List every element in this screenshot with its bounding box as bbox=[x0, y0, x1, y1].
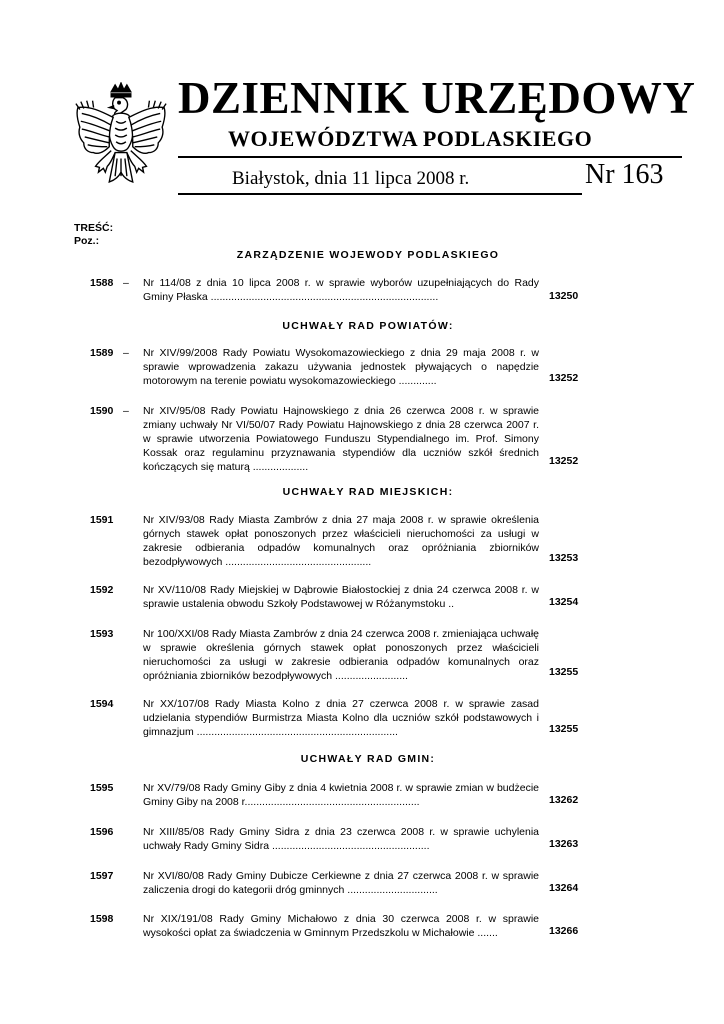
entry-number: 1596 bbox=[90, 826, 114, 838]
section-heading: ZARZĄDZENIE WOJEWODY PODLASKIEGO bbox=[236, 249, 500, 261]
entry-number: 1591 bbox=[90, 514, 114, 526]
toc-heading bbox=[74, 222, 113, 248]
entry-page: 13264 bbox=[549, 882, 579, 894]
entry-number: 1597 bbox=[90, 870, 114, 882]
entry-page: 13255 bbox=[549, 666, 579, 678]
entry-page: 13254 bbox=[549, 596, 579, 608]
entry-text: Nr 114/08 z dnia 10 lipca 2008 r. w sprawie wyborów uzupełniających do Rady Gminy Płaska .............................................................................. bbox=[143, 277, 539, 303]
entry-text: Nr XIX/191/08 Rady Gminy Michałowo z dnia 30 czerwca 2008 r. w sprawie wysokości opłat za świadczenia w Gminnym Przedszkolu w Michałowie ....... bbox=[143, 913, 539, 939]
section-heading: UCHWAŁY RAD GMIN: bbox=[300, 753, 436, 765]
entry-text: Nr XV/110/08 Rady Miejskiej w Dąbrowie Białostockiej z dnia 24 czerwca 2008 r. w sprawie ustalenia obwodu Szkoły Podstawowej w Różanymstoku .. bbox=[143, 584, 539, 610]
entry-page: 13263 bbox=[549, 838, 579, 850]
entry-text: Nr XIV/95/08 Rady Powiatu Hajnowskiego z dnia 26 czerwca 2008 r. w sprawie zmiany uchwały Nr VI/50/07 Rady Powiatu Hajnowskiego z dnia 28 czerwca 2007 r. w sprawie utworzenia Powiatowego Funduszu Stypendialnego im. Prof. Simony Kossak oraz regulaminu przyznawania stypendiów dla uczniów szkół średnich kończących się maturą ................... bbox=[143, 405, 539, 473]
entry-page: 13262 bbox=[549, 794, 579, 806]
entry-page: 13253 bbox=[549, 552, 579, 564]
entry-text: Nr XIII/85/08 Rady Gminy Sidra z dnia 23 czerwca 2008 r. w sprawie uchylenia uchwały Rady Gminy Sidra ...................................................... bbox=[143, 826, 539, 852]
section-heading: UCHWAŁY RAD MIEJSKICH: bbox=[282, 486, 454, 498]
dateline-rule bbox=[178, 193, 582, 195]
eagle-emblem-icon bbox=[72, 82, 170, 186]
journal-subtitle: WOJEWÓDZTWA PODLASKIEGO bbox=[228, 126, 593, 151]
entry-page: 13252 bbox=[549, 372, 579, 384]
journal-title: DZIENNIK URZĘDOWY bbox=[178, 73, 696, 123]
entry-text: Nr XV/79/08 Rady Gminy Giby z dnia 4 kwietnia 2008 r. w sprawie zmian w budżecie Gminy Giby na 2008 r............................................................ bbox=[143, 782, 539, 808]
entry-number: 1588 bbox=[90, 277, 114, 289]
section-heading: UCHWAŁY RAD POWIATÓW: bbox=[282, 320, 454, 332]
entry-text: Nr XIV/93/08 Rady Miasta Zambrów z dnia 27 maja 2008 r. w sprawie określenia górnych stawek opłat ponoszonych przez właścicieli nieruchomości za usługi w zakresie odbierania odpadów komunalnych oraz opróżniania zbiorników bezodpływowych .................................................. bbox=[143, 514, 539, 568]
entry-page: 13252 bbox=[549, 455, 579, 467]
entry-page: 13255 bbox=[549, 723, 579, 735]
entry-dash: – bbox=[123, 405, 129, 417]
entry-page: 13250 bbox=[549, 290, 579, 302]
entry-dash: – bbox=[123, 277, 129, 289]
issue-number: Nr 163 bbox=[585, 159, 664, 190]
entry-number: 1590 bbox=[90, 405, 114, 417]
entry-number: 1594 bbox=[90, 698, 114, 710]
entry-text: Nr XX/107/08 Rady Miasta Kolno z dnia 27 czerwca 2008 r. w sprawie zasad udzielania stypendiów Burmistrza Miasta Kolno dla uczniów szkół podstawowych i gimnazjum ..................................................................... bbox=[143, 698, 539, 738]
entry-dash: – bbox=[123, 347, 129, 359]
entry-number: 1593 bbox=[90, 628, 114, 640]
entry-text: Nr XIV/99/2008 Rady Powiatu Wysokomazowieckiego z dnia 29 maja 2008 r. w sprawie wprowadzenia zakazu używania jednostek pływających o napędzie motorowym na terenie powiatu wysokomazowieckiego ............. bbox=[143, 347, 539, 387]
entry-number: 1589 bbox=[90, 347, 114, 359]
entry-page: 13266 bbox=[549, 925, 579, 937]
entry-number: 1598 bbox=[90, 913, 114, 925]
entry-text: Nr 100/XXI/08 Rady Miasta Zambrów z dnia 24 czerwca 2008 r. zmieniająca uchwałę w sprawie określenia górnych stawek opłat ponoszonych przez właścicieli nieruchomości za usługi w zakresie odbierania odpadów komunalnych oraz opróżniania zbiorników bezodpływowych ......................... bbox=[143, 628, 539, 682]
entry-number: 1592 bbox=[90, 584, 114, 596]
toc-poz-label: Poz.: bbox=[74, 235, 100, 247]
header-rule bbox=[178, 156, 682, 158]
toc-label: TREŚĆ: bbox=[74, 222, 114, 234]
issue-dateline: Białystok, dnia 11 lipca 2008 r. bbox=[232, 168, 470, 189]
entry-text: Nr XVI/80/08 Rady Gminy Dubicze Cerkiewne z dnia 27 czerwca 2008 r. w sprawie zaliczenia drogi do kategorii dróg gminnych ............................... bbox=[143, 870, 539, 896]
entry-number: 1595 bbox=[90, 782, 114, 794]
